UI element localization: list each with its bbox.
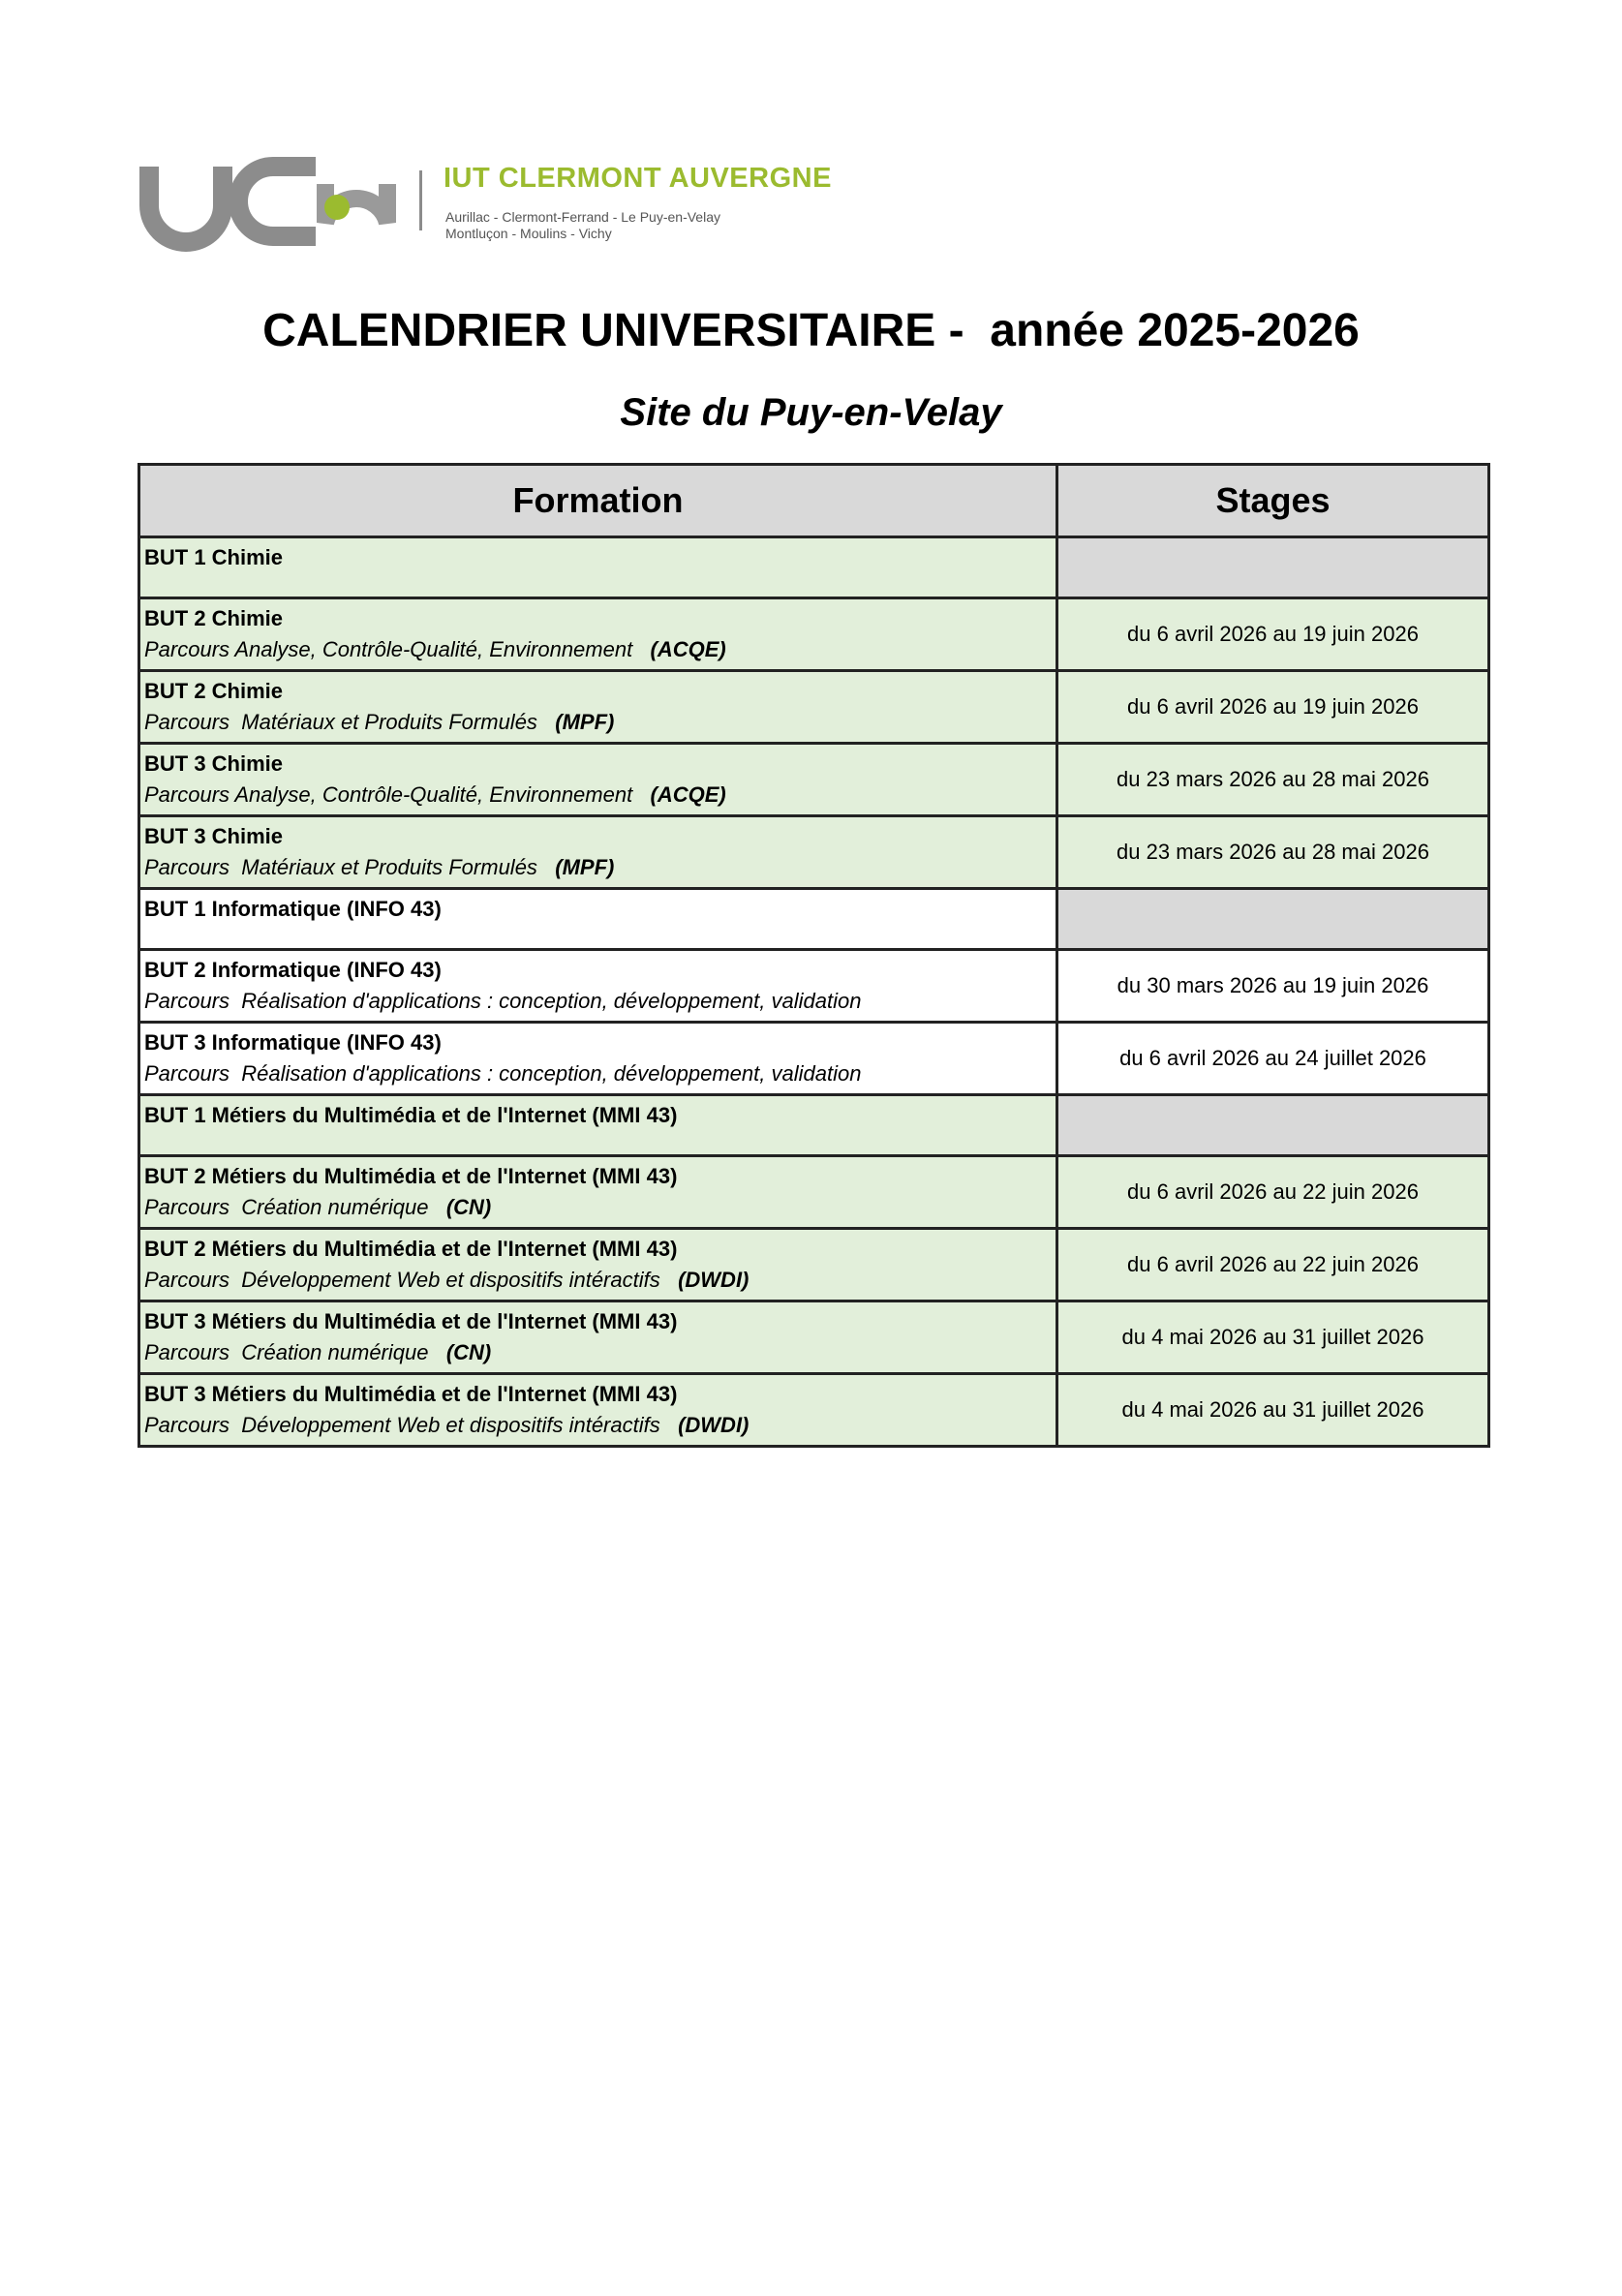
table-row: [139, 1023, 1489, 1095]
parcours-text: Parcours Réalisation d'applications : conception, développement, validation: [144, 1061, 862, 1086]
parcours-line: [144, 707, 1052, 738]
formation-cell: [139, 744, 1057, 816]
formation-cell: [139, 1095, 1057, 1156]
stage-cell: du 4 mai 2026 au 31 juillet 2026: [1057, 1301, 1489, 1374]
table-row: [139, 1301, 1489, 1374]
formation-name: BUT 3 Métiers du Multimédia et de l'Internet (MMI 43): [144, 1382, 678, 1406]
parcours-line: [144, 780, 1052, 811]
stage-cell: du 6 avril 2026 au 19 juin 2026: [1057, 671, 1489, 744]
stage-cell: [1057, 537, 1489, 598]
table-row: [139, 598, 1489, 671]
parcours-text: Parcours Matériaux et Produits Formulés: [144, 710, 556, 734]
formation-cell: [139, 950, 1057, 1023]
logo-sites: [445, 209, 720, 242]
header-stages: Stages: [1057, 465, 1489, 537]
parcours-line: [144, 634, 1052, 665]
stage-cell: du 6 avril 2026 au 19 juin 2026: [1057, 598, 1489, 671]
stage-cell: du 6 avril 2026 au 22 juin 2026: [1057, 1229, 1489, 1301]
formation-name: BUT 1 Informatique (INFO 43): [144, 897, 442, 921]
formation-name: BUT 2 Métiers du Multimédia et de l'Internet (MMI 43): [144, 1237, 678, 1261]
table-row: [139, 1156, 1489, 1229]
formation-name: BUT 2 Chimie: [144, 606, 284, 630]
parcours-line: [144, 852, 1052, 883]
table-row: [139, 671, 1489, 744]
parcours-text: Parcours Analyse, Contrôle-Qualité, Environnement: [144, 637, 651, 661]
table-row: [139, 744, 1489, 816]
logo-brand: IUT CLERMONT AUVERGNE: [444, 163, 832, 194]
stages-table: [138, 463, 1490, 1448]
stage-cell: du 6 avril 2026 au 24 juillet 2026: [1057, 1023, 1489, 1095]
parcours-code: (MPF): [555, 855, 615, 879]
parcours-text: Parcours Réalisation d'applications : conception, développement, validation: [144, 989, 862, 1013]
page-title: CALENDRIER UNIVERSITAIRE - année 2025-2026: [262, 305, 1360, 356]
table-row: [139, 950, 1489, 1023]
stage-cell: du 6 avril 2026 au 22 juin 2026: [1057, 1156, 1489, 1229]
formation-cell: [139, 1023, 1057, 1095]
logo-divider: [419, 170, 422, 230]
table-header-row: [139, 465, 1489, 537]
formation-name: BUT 1 Chimie: [144, 545, 284, 569]
parcours-line: [144, 1410, 1052, 1441]
stage-cell: du 23 mars 2026 au 28 mai 2026: [1057, 816, 1489, 889]
logo-sites-line2: Montluçon - Moulins - Vichy: [445, 226, 612, 241]
formation-name: BUT 2 Métiers du Multimédia et de l'Internet (MMI 43): [144, 1164, 678, 1188]
formation-name: BUT 1 Métiers du Multimédia et de l'Internet (MMI 43): [144, 1103, 678, 1127]
parcours-code: (CN): [445, 1195, 492, 1219]
formation-cell: [139, 816, 1057, 889]
stage-cell: du 4 mai 2026 au 31 juillet 2026: [1057, 1374, 1489, 1447]
parcours-code: (DWDI): [678, 1268, 750, 1292]
formation-name: BUT 3 Chimie: [144, 751, 284, 776]
formation-name: BUT 2 Chimie: [144, 679, 284, 703]
parcours-code: (MPF): [555, 710, 615, 734]
parcours-line: [144, 1265, 1052, 1296]
stage-cell: [1057, 1095, 1489, 1156]
table-row: [139, 816, 1489, 889]
header-formation: Formation: [139, 465, 1057, 537]
parcours-line: [144, 986, 1052, 1017]
parcours-line: [144, 1192, 1052, 1223]
formation-name: BUT 3 Informatique (INFO 43): [144, 1030, 442, 1055]
parcours-text: Parcours Création numérique: [144, 1340, 446, 1364]
parcours-code: (ACQE): [650, 637, 726, 661]
parcours-code: (DWDI): [678, 1413, 750, 1437]
parcours-line: [144, 1337, 1052, 1368]
parcours-text: Parcours Développement Web et dispositifs intéractifs: [144, 1413, 679, 1437]
formation-cell: [139, 598, 1057, 671]
formation-name: BUT 2 Informatique (INFO 43): [144, 958, 442, 982]
stage-cell: du 30 mars 2026 au 19 juin 2026: [1057, 950, 1489, 1023]
table-row: [139, 1095, 1489, 1156]
parcours-text: Parcours Développement Web et dispositifs intéractifs: [144, 1268, 679, 1292]
table-row: [139, 889, 1489, 950]
table-row: [139, 1229, 1489, 1301]
uca-logo-mark: [136, 155, 402, 257]
formation-cell: [139, 537, 1057, 598]
stage-cell: [1057, 889, 1489, 950]
formation-cell: [139, 1229, 1057, 1301]
formation-cell: [139, 1374, 1057, 1447]
uca-logo: [136, 155, 872, 261]
parcours-text: Parcours Matériaux et Produits Formulés: [144, 855, 556, 879]
logo-sites-line1: Aurillac - Clermont-Ferrand - Le Puy-en-Velay: [445, 209, 720, 225]
parcours-text: Parcours Analyse, Contrôle-Qualité, Environnement: [144, 782, 651, 807]
formation-name: BUT 3 Métiers du Multimédia et de l'Internet (MMI 43): [144, 1309, 678, 1333]
table-row: [139, 537, 1489, 598]
table-row: [139, 1374, 1489, 1447]
formation-cell: [139, 1156, 1057, 1229]
parcours-code: (CN): [445, 1340, 492, 1364]
page-subtitle: Site du Puy-en-Velay: [620, 391, 1002, 434]
formation-name: BUT 3 Chimie: [144, 824, 284, 848]
formation-cell: [139, 889, 1057, 950]
formation-cell: [139, 671, 1057, 744]
formation-cell: [139, 1301, 1057, 1374]
parcours-text: Parcours Création numérique: [144, 1195, 446, 1219]
parcours-code: (ACQE): [650, 782, 726, 807]
stage-cell: du 23 mars 2026 au 28 mai 2026: [1057, 744, 1489, 816]
parcours-line: [144, 1058, 1052, 1089]
